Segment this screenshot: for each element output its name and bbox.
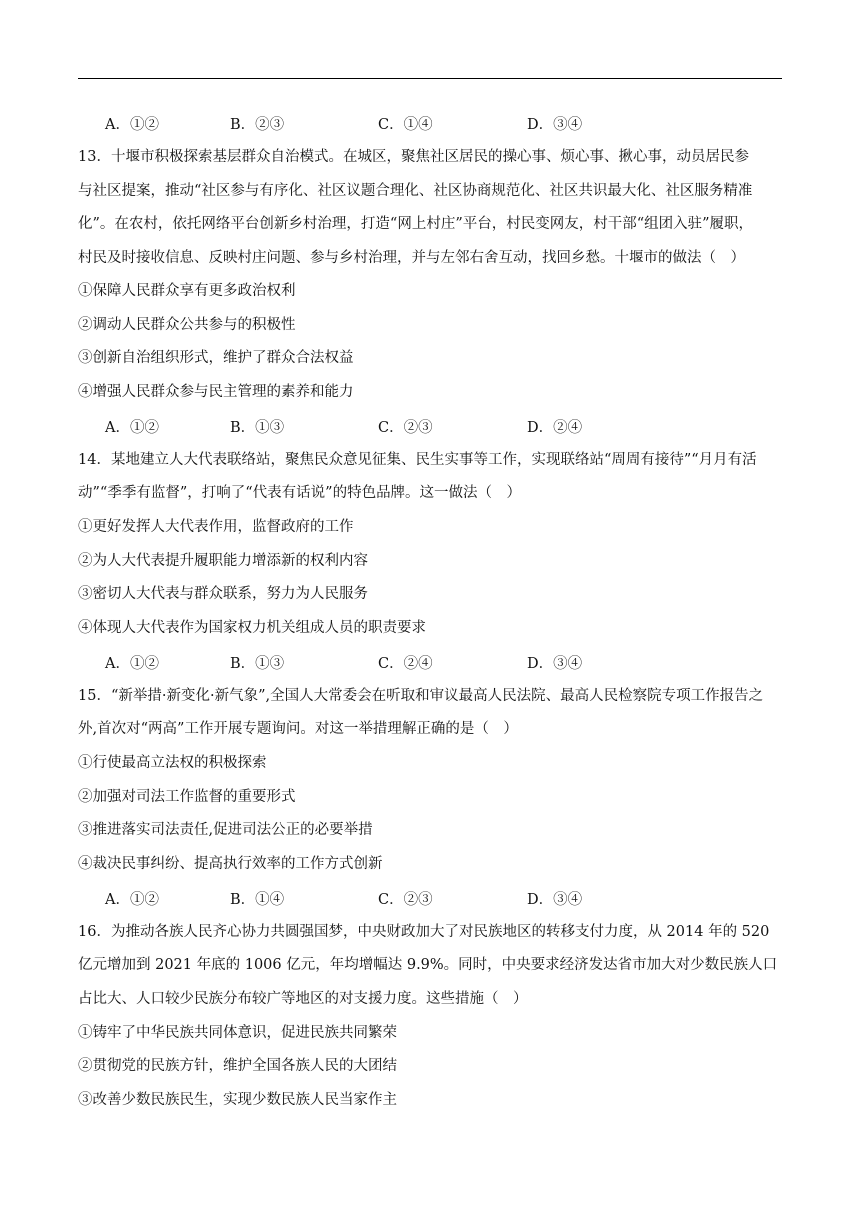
q15-option-b: B．①④ (230, 892, 285, 908)
q15-statement-4: ④裁决民事纠纷、提高执行效率的工作方式创新 (78, 856, 383, 872)
q12-option-d: D．③④ (527, 117, 583, 133)
q16-statement-1: ①铸牢了中华民族共同体意识，促进民族共同繁荣 (78, 1025, 397, 1041)
q14-option-a: A．①② (105, 656, 159, 672)
q12-option-a: A．①② (105, 117, 159, 133)
q16-stem-line-1: 16．为推动各族人民齐心协力共圆强国梦，中央财政加大了对民族地区的转移支付力度，从 2014 年的 520 (78, 924, 770, 940)
q12-options (78, 113, 782, 133)
q13-statement-4: ④增强人民群众参与民主管理的素养和能力 (78, 384, 354, 400)
q16-statement-2: ②贯彻党的民族方针，维护全国各族人民的大团结 (78, 1058, 397, 1074)
q15-stem-line-2: 外,首次对“两高”工作开展专题询问。对这一举措理解正确的是（ ） (78, 721, 518, 737)
q13-option-c: C．②③ (378, 420, 433, 436)
q13-statement-2: ②调动人民群众公共参与的积极性 (78, 317, 296, 333)
q14-stem-line-2: 动”“季季有监督”，打响了“代表有话说”的特色品牌。这一做法（ ） (78, 485, 522, 501)
q14-stem-line-1: 14．某地建立人大代表联络站，聚焦民众意见征集、民生实事等工作，实现联络站“周周有接待”“月月有活 (78, 452, 757, 468)
q14-option-d: D．③④ (527, 656, 583, 672)
q13-statement-3: ③创新自治组织形式，维护了群众合法权益 (78, 350, 354, 366)
q12-option-c: C．①④ (378, 117, 433, 133)
q15-option-d: D．③④ (527, 892, 583, 908)
q15-statement-3: ③推进落实司法责任,促进司法公正的必要举措 (78, 822, 373, 838)
q13-option-a: A．①② (105, 420, 159, 436)
q15-statement-1: ①行使最高立法权的积极探索 (78, 755, 267, 771)
q13-stem-line-3: 化”。在农村，依托网络平台创新乡村治理，打造“网上村庄”平台，村民变网友，村干部“组团入驻”履职， (78, 216, 754, 232)
q15-options (78, 888, 782, 908)
q13-statement-1: ①保障人民群众享有更多政治权利 (78, 283, 296, 299)
q13-stem-line-4: 村民及时接收信息、反映村庄问题、参与乡村治理，并与左邻右舍互动，找回乡愁。十堰市的做法（ ） (78, 250, 745, 266)
q14-statement-1: ①更好发挥人大代表作用，监督政府的工作 (78, 519, 354, 535)
q14-option-c: C．②④ (378, 656, 433, 672)
q15-stem-line-1: 15．“新举措·新变化·新气象”,全国人大常委会在听取和审议最高人民法院、最高人民检察院专项工作报告之 (78, 688, 764, 704)
q15-option-a: A．①② (105, 892, 159, 908)
q14-statement-2: ②为人大代表提升履职能力增添新的权利内容 (78, 553, 368, 569)
q16-statement-3: ③改善少数民族民生，实现少数民族人民当家作主 (78, 1092, 397, 1108)
q13-stem-line-1: 13．十堰市积极探索基层群众自治模式。在城区，聚焦社区居民的操心事、烦心事、揪心事，动员居民参 (78, 149, 749, 165)
q16-stem-line-3: 占比大、人口较少民族分布较广等地区的对支援力度。这些措施（ ） (78, 991, 528, 1007)
q14-option-b: B．①③ (230, 656, 285, 672)
q16-stem-line-2: 亿元增加到 2021 年底的 1006 亿元，年均增幅达 9.9%。同时，中央要求经济发达省市加大对少数民族人口 (78, 957, 778, 973)
q14-statement-3: ③密切人大代表与群众联系，努力为人民服务 (78, 586, 368, 602)
q13-option-d: D．②④ (527, 420, 583, 436)
header-rule (78, 78, 782, 79)
q13-option-b: B．①③ (230, 420, 285, 436)
q15-option-c: C．②③ (378, 892, 433, 908)
q14-options (78, 652, 782, 672)
q13-stem-line-2: 与社区提案，推动“社区参与有序化、社区议题合理化、社区协商规范化、社区共识最大化、社区服务精准 (78, 183, 753, 199)
q14-statement-4: ④体现人大代表作为国家权力机关组成人员的职责要求 (78, 620, 426, 636)
q12-option-b: B．②③ (230, 117, 285, 133)
q15-statement-2: ②加强对司法工作监督的重要形式 (78, 789, 296, 805)
q13-options (78, 416, 782, 436)
